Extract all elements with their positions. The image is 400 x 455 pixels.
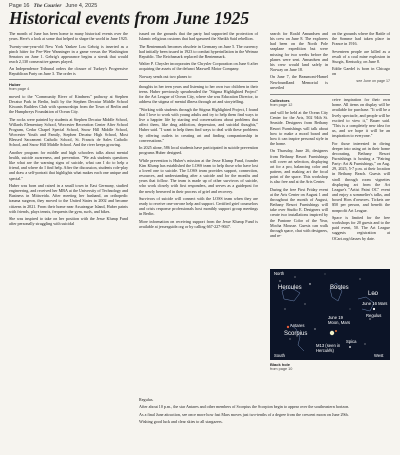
- column-1: [9, 31, 128, 229]
- jump-line: see June on page 17: [356, 78, 390, 83]
- paragraph: Twenty-one-year-old New York Yankee Lou Gehrig is inserted as a pinch hitter for Pee-Wee Wanninger in a game versus the Washington Senators on June 1. Gehrig's appearance begins a streak that would reach 2,130 consecutive games played.: [9, 43, 128, 64]
- paragraph: thoughts in her teen years and listening to her own two children in their teens. Huber previously spearheaded the "Stigma Highlighted Project" for the Art League of Ocean City, where she was Education Director, to address the stigma of mental illness through art and storytelling.: [139, 84, 258, 105]
- paragraph: In 2025 alone, 586 local students have participated in suicide prevention programs Huber designed.: [139, 145, 258, 156]
- paragraph: Survivors of suicide will connect with the LOSS team when they are ready to receive one-on-one help and support. Certified grief counselors and crisis response professionals host monthly support group meetings in Berlin.: [139, 195, 258, 217]
- paragraph: The rocks were painted by students at Stephen Decatur Middle School, Willards Elementary School, Worcester Recreation Center After School Program, Cedar Chapel Special School, Snow Hill Middle School, Worcester Youth and Family, Stephen Decatur High School, Most Blessed Sacrament Catholic School, St. Francis de Sales Catholic School, and Snow Hill Middle School. And the river keeps growing.: [9, 116, 128, 148]
- label-west: West: [374, 353, 384, 358]
- star-map: [270, 269, 390, 360]
- label-regulus: Regulus: [366, 313, 382, 318]
- continued-from: from page 10: [270, 367, 293, 371]
- paragraph: While prevention is Huber's mission at the Jesse Klump Fund, founder Kim Klump has established the LOSS team to help those who have lost a loved one to suicide. The LOSS team provides support, connection, resources, and understanding after a suicide and for the months and years that follow. The team is made up of other survivors of suicide, who work closely with first responders, and serves as a guidepost for the newly bereaved in their process of grief and recovery.: [139, 157, 258, 194]
- paragraph: She was inspired to take on her position with the Jesse Klump Fund after personally struggling with suicidal: [9, 216, 128, 227]
- paragraph: Eddie Gaedel is born in Chicago on: [332, 66, 390, 77]
- paragraph: on the grounds where the Battle of the Somme had taken place in France in 1916.: [332, 31, 390, 47]
- paragraph: moved to the "Community River of Kindness" pathway at Stephen Decatur Park in Berlin, built by the Stephen Decatur Middle School Kiwanis Builders Club with sponsorships from the Town of Berlin and the Humphreys Foundation of Ocean City.: [9, 93, 128, 115]
- page-number: Page 16: [9, 3, 30, 9]
- paragraph: Seventeen people are killed as a result of a coal mine explosion in Sturgis, Kentucky, on June 8.: [332, 48, 390, 64]
- paragraph: Walter P. Chrysler incorporates the Chrysler Corporation on June 6 after acquiring the assets of the defunct Maxwell Motor Company.: [139, 61, 258, 72]
- paragraph: Space is limited for the free workshops for 20 guests and to the paid event, 50. The Art League suggests registration at OCart.org/classes by date.: [332, 214, 390, 241]
- headline: Historical events from June 1925: [9, 8, 250, 28]
- label-june16-mars: June 16 Mars: [362, 301, 388, 306]
- paragraph: search for Roald Amundsen and his crew on June 8. The explorers had been on the North Pole seaplane expedition but were missing for two weeks before the planes were sent. Amundsen and his crew would land safely in Norway on June 18.: [270, 31, 328, 73]
- paragraph: As a final June attraction, see once more how fast Mars moves just two-tenths of a degree from the crescent moon on June 29th.: [139, 411, 349, 417]
- paragraph: Another program for middle and high schoolers talks about mental health, suicide awareness, and prevention. "We ask students questions like what are the warning signs of suicide, what can I do to help a friend, and where do I find help. After the discussion, students role-play and draw a self-portrait that highlights what makes each one unique and special.": [9, 149, 128, 181]
- issue-date: June 4, 2025: [65, 3, 98, 9]
- paragraph: The Rentenmark becomes obsolete in Germany on June 5. The currency had initially been issued in 1923 to combat hyperinflation in the Weimar Republic. The Reichsmark replaced the Rentenmark.: [139, 43, 258, 59]
- column-2: [139, 31, 258, 231]
- paragraph: For those interested in diving deeper into using art in their home decorating, Bethany Resort Furnishings is hosting a "Pairing Party: Art & Furnishings," on Aug. 29, 2025, 5-7 p.m. at their location in Bethany Beach. Guests will stroll through room vignettes displaying art from the Art League's "Artist Paint OC" event and enjoy a sommelier's talks, and boxed Hors d'oeuvres. Tickets are $50 per person, and benefit the nonprofit Art League.: [332, 140, 390, 213]
- continued-name: Huber: [9, 81, 21, 87]
- column-3: [270, 31, 390, 243]
- label-moon-mars: June 19 Moon, Mars: [328, 315, 351, 325]
- continued-from: from page 12: [270, 103, 293, 108]
- label-bootes: Bootes: [330, 285, 349, 291]
- star-map-caption: [270, 361, 390, 374]
- label-leo: Leo: [368, 291, 379, 297]
- paragraph: On June 7, the Beaumont-Hamel Newfoundland Memorial is unveiled: [270, 74, 328, 90]
- publication-name: The Courier: [33, 3, 62, 9]
- label-scorpius: Scorpius: [284, 331, 308, 337]
- bottom-text: [139, 397, 391, 426]
- paragraph: ceive inspiration for their own home. All items on display will be available for purchase. "It will be a lively spectacle, and people will be excited to view it," Bauer said. "This is a completely new idea for us, and we hope it will be an inspiration to everyone.": [332, 97, 390, 139]
- paragraph: and will be held at the Ocean City Center for the Arts, 502 94th St. Seaside. Designers from Bethany Resort Furnishings will talk about how to make a mood board and how it can inspire personal style in the home.: [270, 110, 328, 147]
- paragraph: The month of June has been home to many historical events over the years. Here's a look at some that helped to shape the world in June 1925.: [9, 31, 128, 42]
- divider: [9, 79, 128, 80]
- paragraph: "Working with students through the Stigma Highlighted Project, I found that I love to work with young adults and try to help them find ways to live a happier life by starting real conversations about problems that affect them, like drug addiction, depression, and suicidal thoughts," Huber said. "I want to help them find ways to deal with these problems by offering outlets in creating art and finding companionship in conversations.": [139, 106, 258, 143]
- label-north: North: [274, 271, 285, 276]
- label-south: South: [274, 353, 285, 358]
- paragraph: Wishing good luck and clear skies to all stargazers.: [139, 419, 223, 425]
- label-antares: Antares: [290, 323, 305, 328]
- label-hercules: Hercules: [278, 285, 302, 291]
- paragraph: On Thursday, June 26, designers from Bethany Resort Furnishings will cover art selection, displaying art for a pro, balancing color and pattern, and making art the focal point of the space. This workshop is also free and at the Arts Center.: [270, 148, 328, 185]
- paragraph: An Independence Tribunal orders the closure of Turkey's Progressive Republican Party on June 3. The order is: [9, 66, 128, 77]
- label-spica: Spica: [346, 339, 357, 344]
- paragraph: Huber was born and raised in a small town in East Germany, studied engineering, and received her MBA at the University of Technology and Business in Mittweida. After meeting her husband, an orthopedic trauma surgeon, they moved to the United States in 2002 and became citizens in 2021. From their home near Assateague Island, Huber paints with friends, plays tennis, frequents the gym, surfs, and bikes.: [9, 182, 128, 214]
- continued-name: Black hole: [270, 362, 291, 367]
- paragraph: After about 10 p.m., the star Antares and other members of Scorpius the Scorpion begin to appear over the southeastern horizon.: [139, 404, 350, 410]
- paragraph: issued on the grounds that the party had supported the protection of Islamic religious customs that had spawned the Sheikh Said rebellion.: [139, 31, 258, 42]
- paragraph: Regulus.: [139, 397, 154, 402]
- continued-from: from page 4: [9, 86, 30, 91]
- paragraph: During the free First Friday event at the Arts Center on August 1 and throughout the month of August, Bethany Resort Furnishings will take over Studio E. Designers will create two installations inspired by the Pantone Color of the Year, Mocha Mousse. Guests can walk through space, chat with designers, and re-: [270, 186, 328, 239]
- paragraph: More information on receiving support from the Jesse Klump Fund is available at jessesguide.org or by calling 667-227-9047.: [139, 218, 258, 229]
- continued-name: Collectors: [270, 98, 290, 104]
- paragraph: Norway sends out two planes to: [139, 73, 192, 79]
- divider: [270, 94, 390, 95]
- label-m13: M13 (seen in Hercules): [316, 343, 341, 353]
- divider: [139, 81, 258, 82]
